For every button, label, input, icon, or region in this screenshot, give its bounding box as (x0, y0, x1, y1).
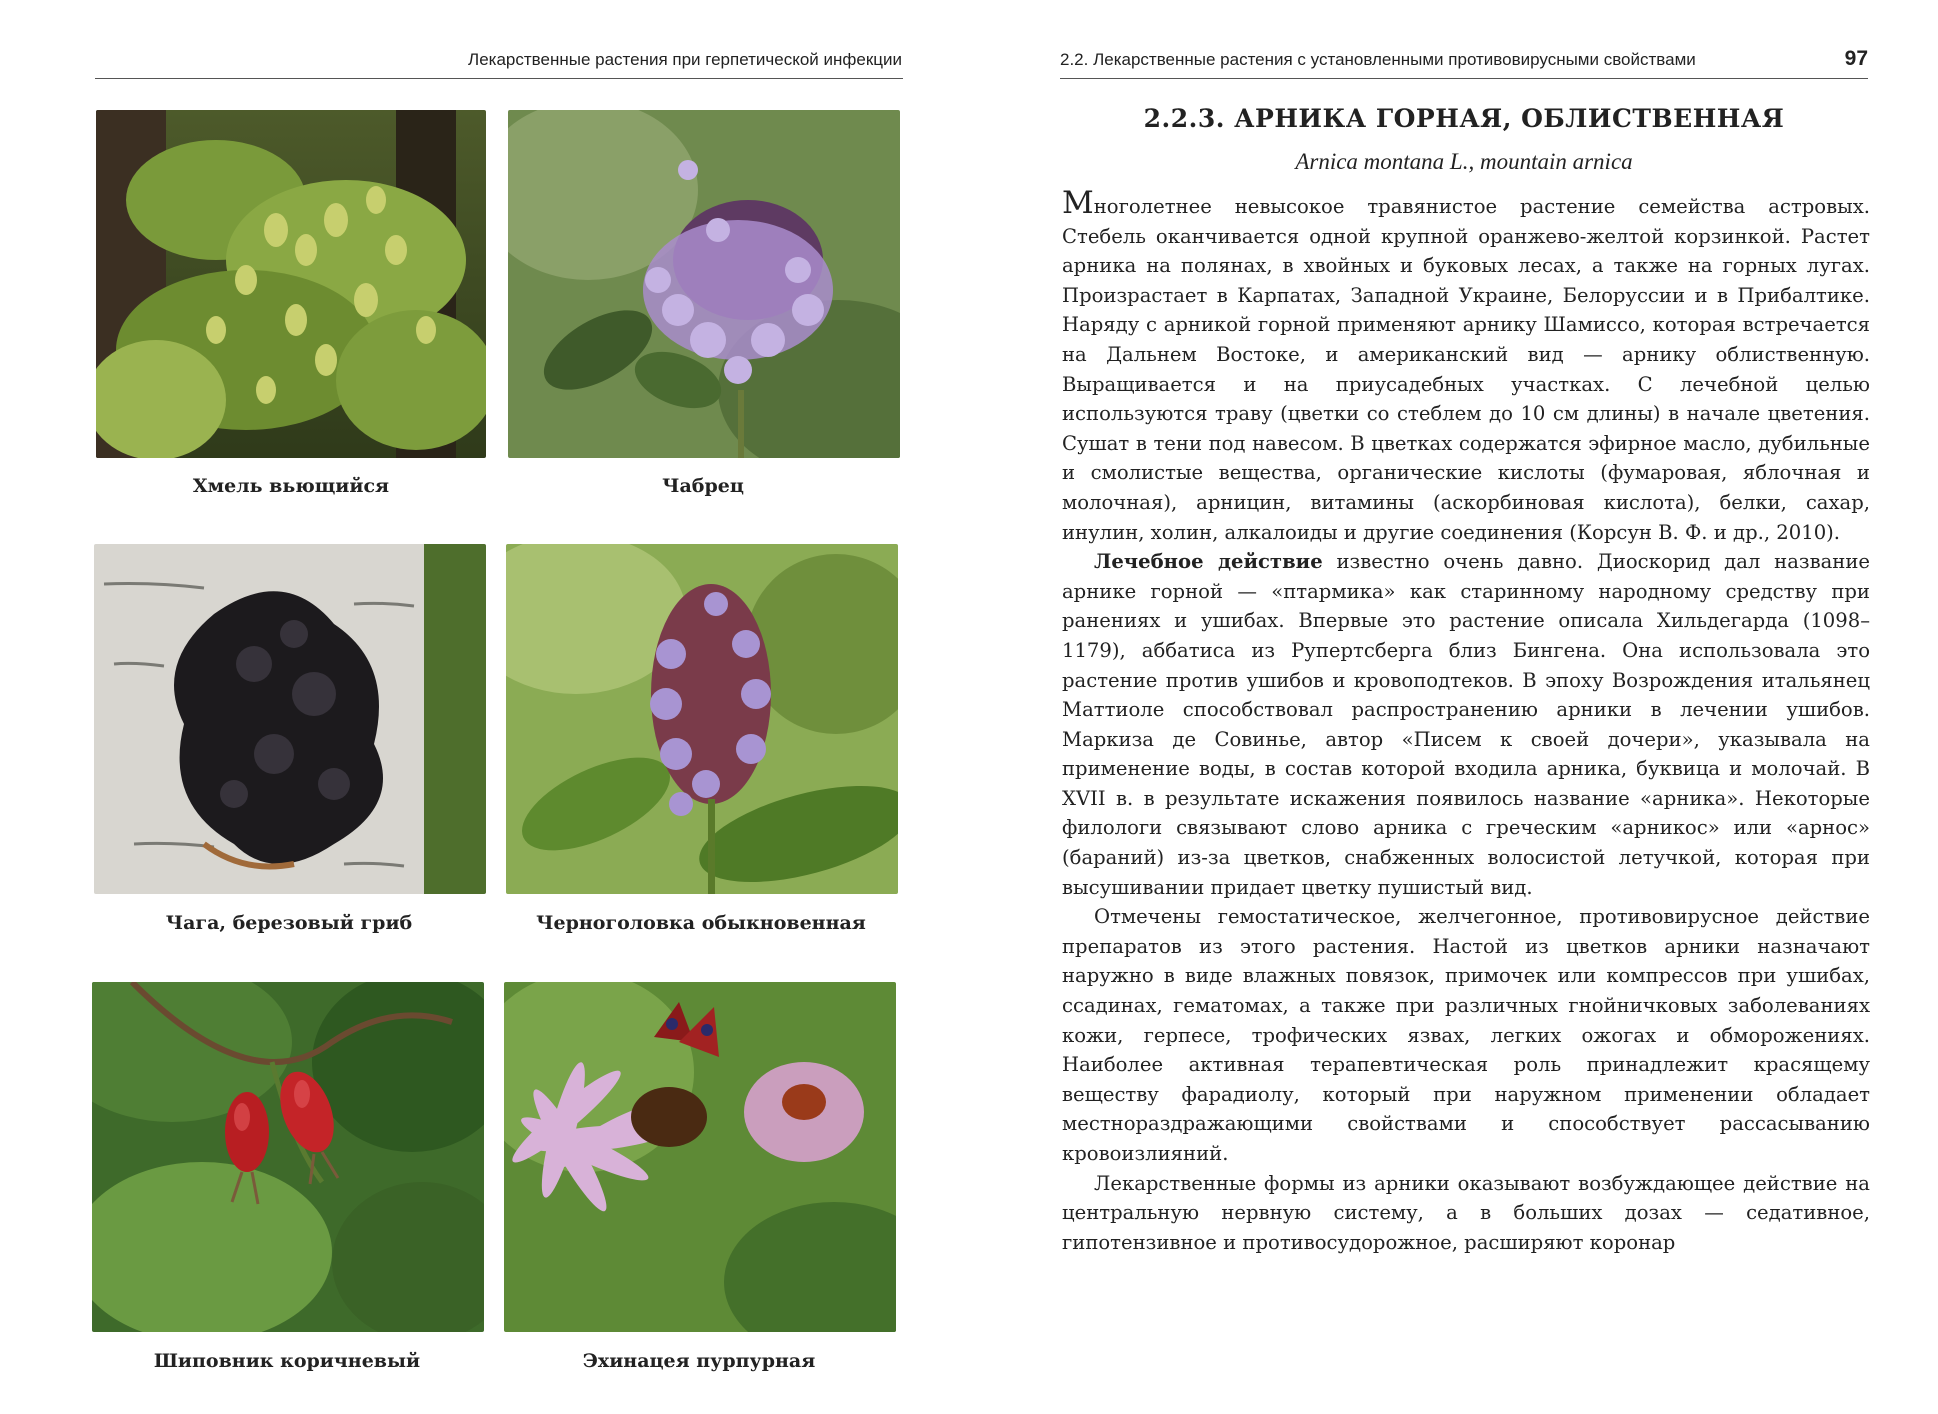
paragraph-4: Лекарственные формы из арники оказывают возбуждающее действие на центральную нервную систему, а в больших дозах — седативное, гипотензивное и противосудорожное, расширяют коронар (1062, 1171, 1870, 1254)
running-head-left: Лекарственные растения при герпетической инфекции (468, 50, 902, 69)
caption-hops: Хмель вьющийся (192, 475, 390, 497)
paragraph-1 (1062, 185, 1870, 547)
drop-cap: М (1062, 185, 1094, 221)
caption-chaga: Чага, березовый гриб (165, 912, 413, 934)
caption-thyme: Чабрец (662, 475, 744, 497)
photo-selfheal (506, 544, 898, 894)
page-number: 97 (1844, 47, 1868, 70)
photo-hops (96, 110, 486, 458)
header-rule-right (1060, 78, 1868, 79)
photo-thyme (508, 110, 900, 458)
caption-selfheal: Черноголовка обыкновенная (536, 912, 866, 934)
paragraph-2 (1062, 547, 1870, 902)
paragraph-2-text: известно очень давно. Диоскорид дал название арнике горной — «птармика» как старинному народному средству при ранениях и ушибах. Впервые это растение описала Хильдегарда (1098–1179), аббатиса из Рупертсберга близ Бингена. Она использовала это растение против ушибов и кровоподтеков. В эпоху Возрождения итальянец Маттиоле способствовал распространению арники в лечении ушибов. Маркиза де Совинье, автор «Писем к своей дочери», указывала на применение воды, в состав которой входила арника, буквица и молочай. В XVII в. в результате искажения появилось название «арника». Некоторые филологи связывают слово арника с греческим «арникос» или «арнос» (бараний) из-за цветков, снабженных волосистой летучкой, которая при высушивании придает цветку пушистый вид. (1062, 550, 1870, 899)
header-rule-left (95, 78, 903, 79)
paragraph-1-text: ноголетнее невысокое травянистое растение семейства астровых. Стебель оканчивается одной крупной оранжево-желтой корзинкой. Растет арника на полянах, в хвойных и буковых лесах, а также на горных лугах. Произрастает в Карпатах, Западной Украине, Белоруссии и в Прибалтике. Наряду с арникой горной применяют арнику Шамиссо, которая встречается на Дальнем Востоке, и американский вид — арнику облиственную. Выращивается и на приусадебных участках. С лечебной целью используются траву (цветки со стеблем до 10 см длины) в начале цветения. Сушат в тени под навесом. В цветках содержатся эфирное масло, дубильные и смолистые вещества, органические кислоты (фумаровая, яблочная и молочная), арницин, витамины (аскорбиновая кислота), белки, сахар, инулин, холин, алкалоиды и другие соединения (Корсун В. Ф. и др., 2010). (1062, 195, 1870, 544)
caption-echinacea: Эхинацея пурпурная (582, 1350, 816, 1372)
photo-echinacea (504, 982, 896, 1332)
section-title: 2.2.3. АРНИКА ГОРНАЯ, ОБЛИСТВЕННАЯ (1143, 104, 1785, 133)
latin-name: Arnica montana L., mountain arnica (1295, 149, 1633, 174)
photo-chaga (94, 544, 486, 894)
body-text (1062, 185, 1870, 1257)
term-healing-action: Лечебное действие (1094, 550, 1323, 574)
running-head-right: 2.2. Лекарственные растения с установленными противовирусными свойствами (1060, 50, 1696, 69)
right-page (1040, 0, 1938, 1414)
photo-rosehip (92, 982, 484, 1332)
caption-rosehip: Шиповник коричневый (153, 1350, 421, 1372)
paragraph-3: Отмечены гемостатическое, желчегонное, противовирусное действие препаратов из этого растения. Настой из цветков арники назначают наружно в виде влажных повязок, примочек или компрессов при ушибах, ссадинах, гематомах, а также при различных гнойничковых заболеваниях кожи, герпесе, трофических язвах, легких ожогах и обморожениях. Наиболее активная терапевтическая роль принадлежит красящему веществу фарадиолу, который при наружном применении обладает местнораздражающими свойствами и способствует рассасыванию кровоизлияний. (1062, 905, 1870, 1165)
